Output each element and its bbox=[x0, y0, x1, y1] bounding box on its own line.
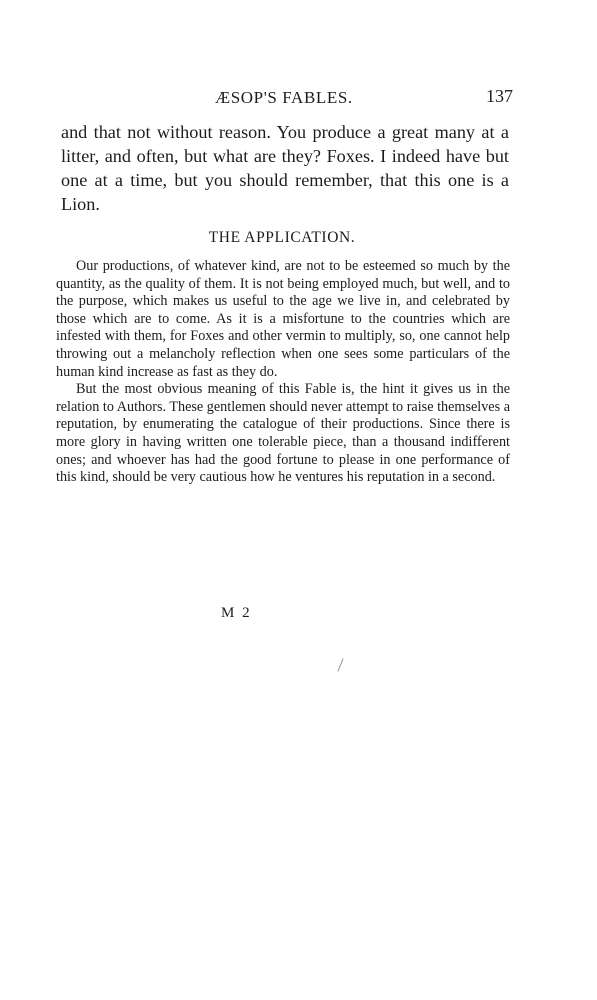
application-heading: THE APPLICATION. bbox=[208, 229, 356, 246]
running-title: ÆSOP'S FABLES. bbox=[215, 88, 353, 107]
application-paragraph: Our productions, of whatever kind, are not to be esteemed so much by the quantity, as the quality of them. It is not being employed much, but well, and to the purpose, which makes us useful to the age we live in, and celebrated by those which are to come. As it is a misfortune to the countries which are infested with them, for Foxes and other vermin to multiply, so, one cannot help throwing out a melancholy reflection when one sees some particulars of the human kind increase as fast as they do. bbox=[56, 258, 510, 380]
stray-mark bbox=[337, 658, 343, 671]
running-head bbox=[0, 88, 597, 110]
application-body bbox=[56, 258, 510, 487]
fable-text: and that not without reason. You produce a great many at a litter, and often, but what are they? Foxes. I indeed have but one at a time, but you should remember, that this one is a Lion. bbox=[61, 122, 509, 214]
signature-mark: M 2 bbox=[221, 605, 252, 621]
page-number: 137 bbox=[486, 86, 513, 106]
application-paragraph: But the most obvious meaning of this Fable is, the hint it gives us in the relation to Authors. These gentlemen should never attempt to raise themselves a reputation, by enumerating the catalogue of their productions. Since there is more glory in having written one tolerable piece, than a thousand indifferent ones; and whoever has had the good fortune to please in one performance of this kind, should be very cautious how he ventures his reputation in a second. bbox=[56, 381, 510, 486]
